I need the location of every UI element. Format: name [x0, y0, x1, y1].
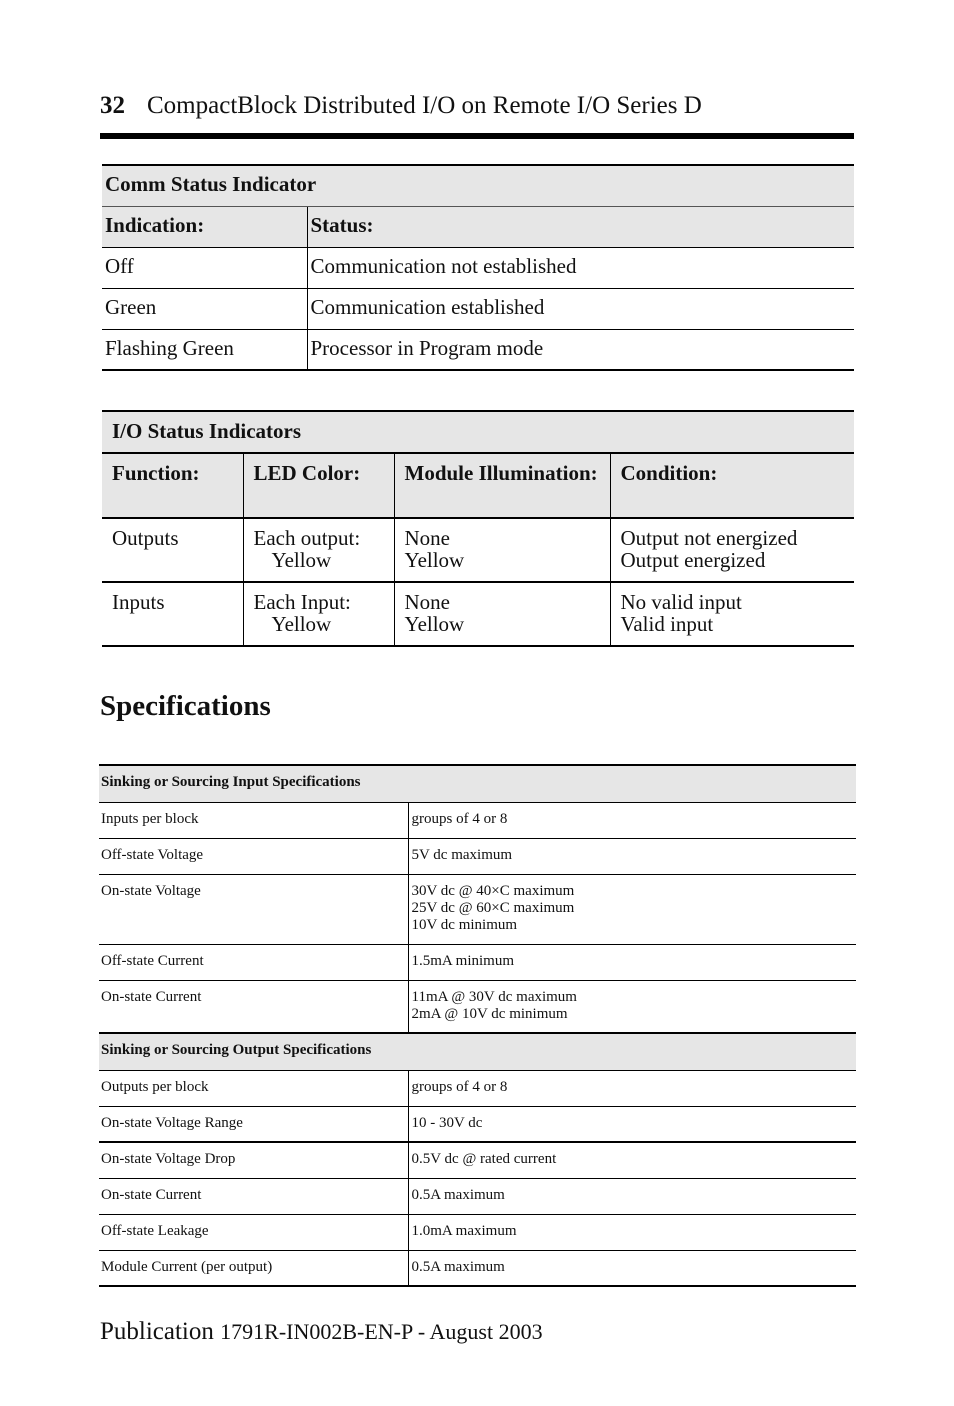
table-cell — [610, 518, 854, 582]
publication-number: 1791R-IN002B-EN-P - August 2003 — [220, 1319, 543, 1344]
spec-label: On-state Current — [99, 980, 408, 1033]
table-title: Comm Status Indicator — [102, 165, 854, 206]
table-row — [102, 582, 854, 646]
value-line: 10V dc minimum — [411, 916, 518, 933]
spec-label: On-state Voltage Drop — [99, 1142, 408, 1178]
spec-value: groups of 4 or 8 — [408, 1070, 856, 1106]
spec-label: Module Current (per output) — [99, 1250, 408, 1286]
cell-line: Yellow — [404, 612, 465, 636]
cell-line: Output energized — [620, 548, 766, 572]
spec-value: 5V dc maximum — [408, 838, 856, 874]
table-row — [99, 802, 856, 838]
table-row — [102, 288, 854, 329]
column-header: Module Illumination: — [394, 453, 610, 518]
table-row — [99, 1250, 856, 1286]
table-row — [102, 247, 854, 288]
page-footer — [100, 1318, 543, 1346]
header-rule — [100, 133, 854, 139]
spec-label: On-state Voltage Range — [99, 1106, 408, 1142]
cell-line: No valid input — [620, 590, 742, 614]
spec-value: groups of 4 or 8 — [408, 802, 856, 838]
table-cell: Flashing Green — [102, 329, 307, 370]
value-line: 11mA @ 30V dc maximum — [411, 988, 577, 1005]
table-cell: Communication established — [307, 288, 854, 329]
cell-line: Valid input — [620, 612, 714, 636]
spec-value — [408, 980, 856, 1033]
table-cell: Communication not established — [307, 247, 854, 288]
cell-line: Each output: — [253, 526, 361, 550]
spec-value: 0.5V dc @ rated current — [408, 1142, 856, 1178]
table-cell: Outputs — [102, 518, 243, 582]
column-header: Indication: — [102, 206, 307, 247]
spec-label: Off-state Leakage — [99, 1214, 408, 1250]
spec-label: On-state Current — [99, 1178, 408, 1214]
value-line: 25V dc @ 60×C maximum — [411, 899, 575, 916]
table-row — [99, 1178, 856, 1214]
table-cell — [394, 582, 610, 646]
spec-value — [408, 874, 856, 944]
table-row — [99, 944, 856, 980]
section-title: Sinking or Sourcing Input Specifications — [99, 765, 856, 802]
cell-line: Each Input: — [253, 590, 351, 614]
column-header: Condition: — [610, 453, 854, 518]
page-number: 32 — [100, 92, 125, 119]
document-title: CompactBlock Distributed I/O on Remote I/O Series D — [147, 92, 702, 119]
cell-line: Yellow — [271, 548, 332, 572]
spec-value: 1.0mA maximum — [408, 1214, 856, 1250]
spec-label: Inputs per block — [99, 802, 408, 838]
table-cell: Processor in Program mode — [307, 329, 854, 370]
spec-label: Outputs per block — [99, 1070, 408, 1106]
table-cell — [394, 518, 610, 582]
cell-line: Yellow — [404, 548, 465, 572]
table-cell: Off — [102, 247, 307, 288]
specifications-table — [99, 764, 856, 1287]
section-title: Sinking or Sourcing Output Specifications — [99, 1033, 856, 1070]
cell-line: None — [404, 590, 450, 614]
spec-label: Off-state Current — [99, 944, 408, 980]
spec-value: 1.5mA minimum — [408, 944, 856, 980]
spec-label: On-state Voltage — [99, 874, 408, 944]
spec-value: 10 - 30V dc — [408, 1106, 856, 1142]
table-row — [99, 1106, 856, 1142]
table-cell: Inputs — [102, 582, 243, 646]
spec-value: 0.5A maximum — [408, 1250, 856, 1286]
cell-line: Output not energized — [620, 526, 798, 550]
table-cell — [610, 582, 854, 646]
io-status-table — [102, 410, 854, 647]
table-row — [99, 1070, 856, 1106]
value-line: 2mA @ 10V dc minimum — [411, 1005, 568, 1022]
table-row — [102, 518, 854, 582]
cell-line: None — [404, 526, 450, 550]
section-heading: Specifications — [100, 690, 271, 722]
column-header: Status: — [307, 206, 854, 247]
table-row — [99, 980, 856, 1033]
value-line: 30V dc @ 40×C maximum — [411, 882, 575, 899]
cell-line: Yellow — [271, 612, 332, 636]
page-header — [100, 92, 702, 120]
table-row — [102, 329, 854, 370]
table-cell — [243, 582, 394, 646]
column-header: LED Color: — [243, 453, 394, 518]
table-cell: Green — [102, 288, 307, 329]
table-row — [99, 1142, 856, 1178]
table-cell — [243, 518, 394, 582]
table-row — [99, 1214, 856, 1250]
spec-value: 0.5A maximum — [408, 1178, 856, 1214]
spec-label: Off-state Voltage — [99, 838, 408, 874]
table-row — [99, 838, 856, 874]
footer-label: Publication — [100, 1318, 214, 1345]
column-header: Function: — [102, 453, 243, 518]
comm-status-table — [102, 164, 854, 371]
table-title: I/O Status Indicators — [102, 411, 854, 453]
table-row — [99, 874, 856, 944]
